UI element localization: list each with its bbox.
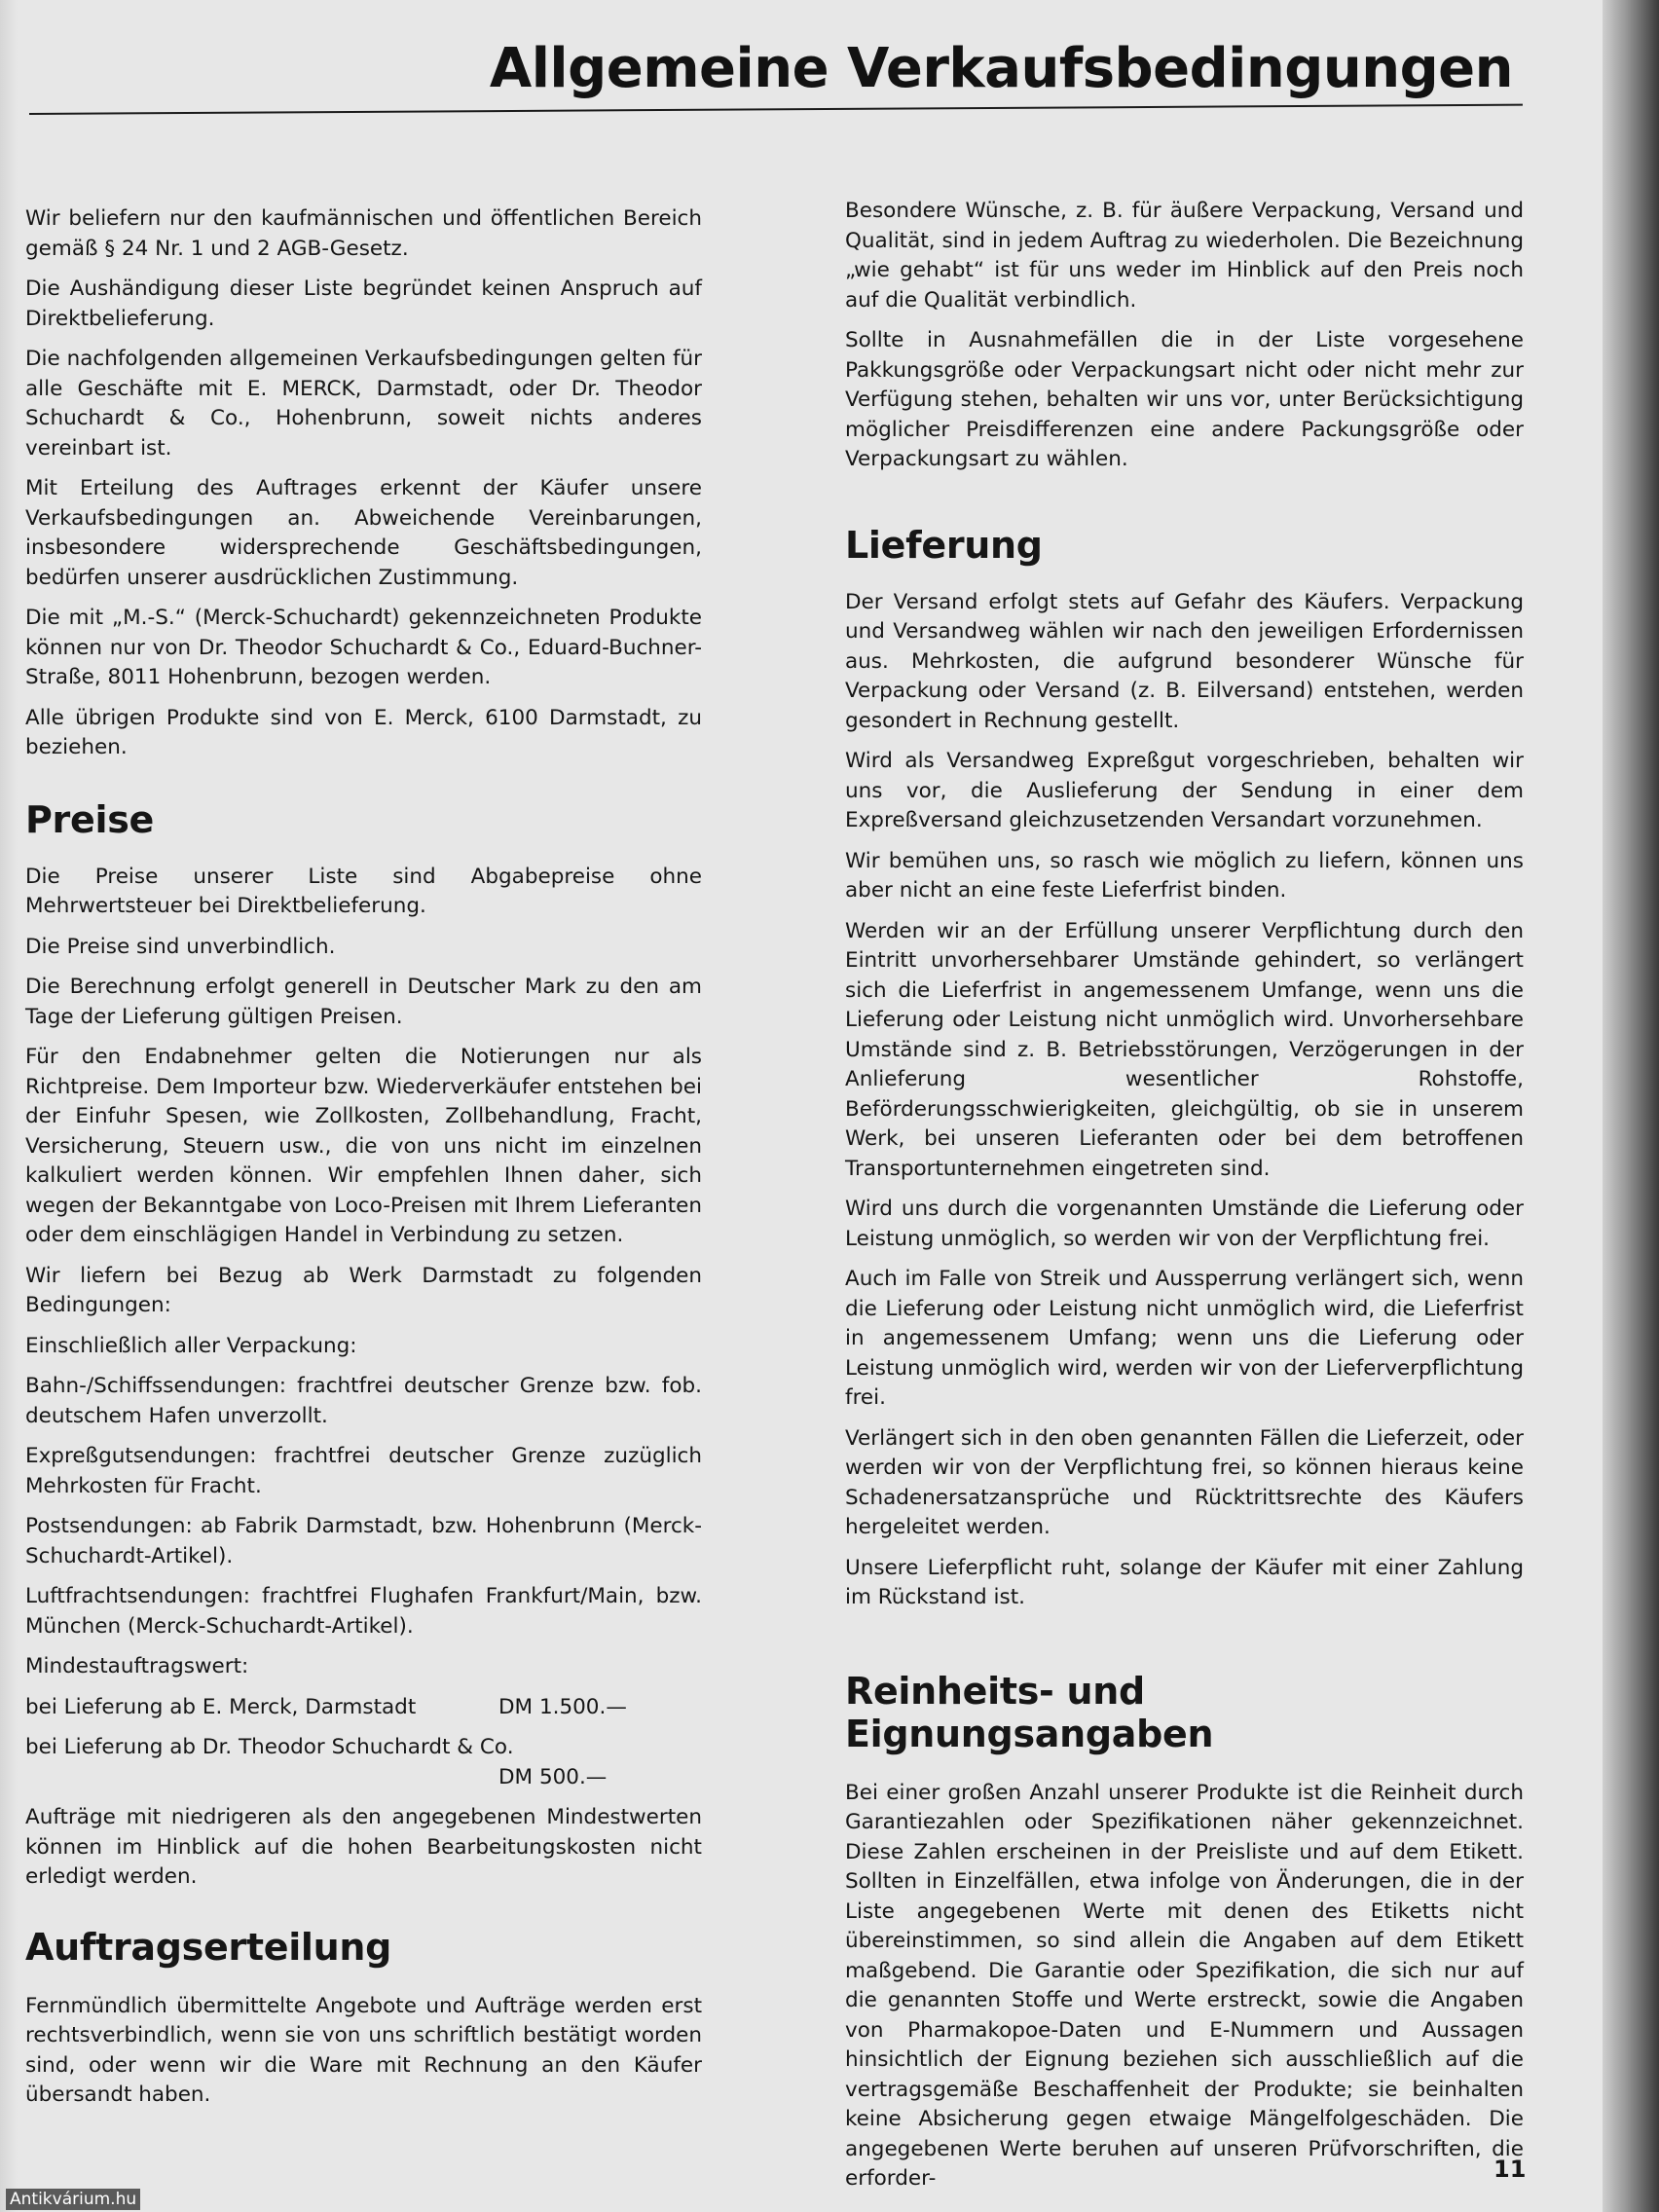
paragraph: Die Aushändigung dieser Liste begründet keinen Anspruch auf Direktbelieferung. — [25, 276, 702, 331]
paragraph: Der Versand erfolgt stets auf Gefahr des Käufers. Verpackung und Versandweg wählen wir nach den jeweiligen Erfordernissen aus. Mehrkosten, die aufgrund besonderer Wünsche für Verpackung oder Versand (z. B. Eilversand) entstehen, werden gesondert in Rechnung gestellt. — [845, 589, 1524, 733]
paragraph: Mit Erteilung des Auftrages erkennt der Käufer unsere Verkaufsbedingungen an. Abweichende Vereinbarungen, insbesondere widersprechende Geschäftsbedingungen, bedürfen unserer ausdrücklichen Zustimmung. — [25, 476, 702, 590]
paragraph: Unsere Lieferpflicht ruht, solange der Käufer mit einer Zahlung im Rückstand ist. — [845, 1555, 1524, 1609]
paragraph: Die Preise unserer Liste sind Abgabepreise ohne Mehrwertsteuer bei Direktbelieferung. — [25, 864, 702, 918]
right-column — [845, 197, 1527, 2205]
watermark: Antikvárium.hu — [6, 2189, 140, 2210]
paragraph: Wird uns durch die vorgenannten Umstände die Lieferung oder Leistung unmöglich, so werden wir von der Verpflichtung frei. — [845, 1197, 1524, 1251]
minimum-order-label: bei Lieferung ab E. Merck, Darmstadt — [25, 1694, 417, 1719]
section-heading-lieferung: Lieferung — [845, 523, 1043, 567]
left-column — [25, 204, 702, 2121]
section-heading-preise: Preise — [25, 797, 154, 841]
paragraph: Bahn-/Schiffssendungen: frachtfrei deutscher Grenze bzw. fob. deutschem Hafen unverzollt. — [25, 1374, 702, 1428]
page-number: 11 — [1493, 2156, 1527, 2183]
paragraph: Postsendungen: ab Fabrik Darmstadt, bzw. Hohenbrunn (Merck-Schuchardt-Artikel). — [25, 1514, 702, 1568]
page-gutter-shadow — [0, 0, 18, 2212]
title-rule — [29, 104, 1523, 115]
page-edge-shadow — [1603, 0, 1659, 2212]
paragraph: Die nachfolgenden allgemeinen Verkaufsbedingungen gelten für alle Geschäfte mit E. MERCK, Darmstadt, oder Dr. Theodor Schuchardt & Co., Hohenbrunn, soweit nichts anderes vereinbart ist. — [25, 347, 702, 461]
paragraph: Mindestauftragswert: — [25, 1654, 249, 1678]
section-heading-reinheit: Reinheits- und Eignungsangaben — [845, 1669, 1214, 1755]
paragraph: Luftfrachtsendungen: frachtfrei Flughafen Frankfurt/Main, bzw. München (Merck-Schuchardt-Artikel). — [25, 1584, 702, 1639]
page-title: Allgemeine Verkaufsbedingungen — [489, 37, 1513, 100]
minimum-order-value: DM 1.500.— — [498, 1694, 627, 1719]
paragraph: Werden wir an der Erfüllung unserer Verpflichtung durch den Eintritt unvorhersehbarer Umstände gehindert, so verlängert sich die Lieferfrist in angemessenem Umfange, wenn uns die Lieferung oder Leistung nicht unmöglich wird. Unvorhersehbare Umstände sind z. B. Betriebsstörungen, Verzögerungen in der Anlieferung wesentlicher Rohstoffe, Beförderungsschwierigkeiten, gleichgültig, ob sie in unserem Werk, bei unseren Lieferanten oder bei dem betroffenen Transportunternehmen eingetreten sind. — [845, 918, 1524, 1181]
section-heading-auftragserteilung: Auftragserteilung — [25, 1925, 392, 1969]
paragraph: Expreßgutsendungen: frachtfrei deutscher Grenze zuzüglich Mehrkosten für Fracht. — [25, 1444, 702, 1498]
paragraph: Die Berechnung erfolgt generell in Deutscher Mark zu den am Tage der Lieferung gültigen Preisen. — [25, 975, 702, 1029]
minimum-order-schuchardt — [25, 1733, 702, 1792]
paragraph: Auch im Falle von Streik und Aussperrung verlängert sich, wenn die Lieferung oder Leistung nicht unmöglich wird, die Lieferfrist in angemessenem Umfang; wenn uns die Lieferung oder Leistung unmöglich wird, werden wir von der Lieferverpflichtung frei. — [845, 1267, 1524, 1410]
paragraph: Verlängert sich in den oben genannten Fällen die Lieferzeit, oder werden wir von der Verpflichtung frei, so können hieraus keine Schadenersatzansprüche und Rücktrittsrechte des Käufers hergeleitet werden. — [845, 1425, 1524, 1539]
minimum-order-merck — [25, 1693, 702, 1723]
paragraph: Alle übrigen Produkte sind von E. Merck, 6100 Darmstadt, zu beziehen. — [25, 705, 702, 759]
paragraph: Wir beliefern nur den kaufmännischen und öffentlichen Bereich gemäß § 24 Nr. 1 und 2 AGB-Gesetz. — [25, 206, 702, 261]
paragraph: Die Preise sind unverbindlich. — [25, 934, 336, 959]
paragraph: Einschließlich aller Verpackung: — [25, 1333, 357, 1358]
paragraph: Für den Endabnehmer gelten die Notierungen nur als Richtpreise. Dem Importeur bzw. Wiederverkäufer entstehen bei der Einfuhr Spesen, wie Zollkosten, Zollbehandlung, Fracht, Versicherung, Steuern usw., die von uns nicht im einzelnen kalkuliert werden können. Wir empfehlen Ihnen daher, sich wegen der Bekanntgabe von Loco-Preisen mit Ihrem Lieferanten oder dem einschlägigen Handel in Verbindung zu setzen. — [25, 1045, 702, 1247]
paragraph: Wir liefern bei Bezug ab Werk Darmstadt zu folgenden Bedingungen: — [25, 1263, 702, 1317]
paragraph: Aufträge mit niedrigeren als den angegebenen Mindestwerten können im Hinblick auf die hohen Bearbeitungskosten nicht erledigt werden. — [25, 1805, 702, 1889]
paragraph: Wird als Versandweg Expreßgut vorgeschrieben, behalten wir uns vor, die Auslieferung der Sendung in einer dem Expreßversand gleichzusetzenden Versandart vorzunehmen. — [845, 749, 1524, 832]
paragraph: Bei einer großen Anzahl unserer Produkte ist die Reinheit durch Garantiezahlen oder Spezifikationen näher gekennzeichnet. Diese Zahlen erscheinen in der Preisliste und auf dem Etikett. Sollten in Einzelfällen, etwa infolge von Änderungen, die in der Liste angegebenen Werte mit denen des Etiketts nicht übereinstimmen, so sind allein die Angaben auf dem Etikett maßgebend. Die Garantie oder Spezifikation, die sich nur auf die genannten Stoffe und Werte erstreckt, sowie die Angaben von Pharmakopoe-Daten und E-Nummern und Aussagen hinsichtlich der Eignung beziehen sich ausschließlich auf die vertragsgemäße Beschaffenheit der Produkte; sie beinhalten keine Absicherung gegen etwaige Mängelfolgeschäden. Die angegebenen Werte beruhen auf unseren Prüfvorschriften, die erforder- — [845, 1780, 1524, 2191]
paragraph: Fernmündlich übermittelte Angebote und Aufträge werden erst rechtsverbindlich, wenn sie von uns schriftlich bestätigt worden sind, oder wenn wir die Ware mit Rechnung an den Käufer übersandt haben. — [25, 1993, 702, 2107]
paragraph: Sollte in Ausnahmefällen die in der Liste vorgesehene Pakkungsgröße oder Verpackungsart nicht oder nicht mehr zur Verfügung stehen, behalten wir uns vor, unter Berücksichtigung möglicher Preisdifferenzen eine andere Packungsgröße oder Verpackungsart zu wählen. — [845, 328, 1524, 471]
minimum-order-label: bei Lieferung ab Dr. Theodor Schuchardt & Co. — [25, 1735, 514, 1759]
minimum-order-value: DM 500.— — [498, 1764, 608, 1789]
paragraph: Besondere Wünsche, z. B. für äußere Verpackung, Versand und Qualität, sind in jedem Auftrag zu wiederholen. Die Bezeichnung „wie gehabt“ ist für uns weder im Hinblick auf den Preis noch auf die Qualität verbindlich. — [845, 199, 1524, 313]
paragraph: Die mit „M.-S.“ (Merck-Schuchardt) gekennzeichneten Produkte können nur von Dr. Theodor Schuchardt & Co., Eduard-Buchner-Straße, 8011 Hohenbrunn, bezogen werden. — [25, 606, 702, 689]
paragraph: Wir bemühen uns, so rasch wie möglich zu liefern, können uns aber nicht an eine feste Lieferfrist binden. — [845, 848, 1524, 903]
